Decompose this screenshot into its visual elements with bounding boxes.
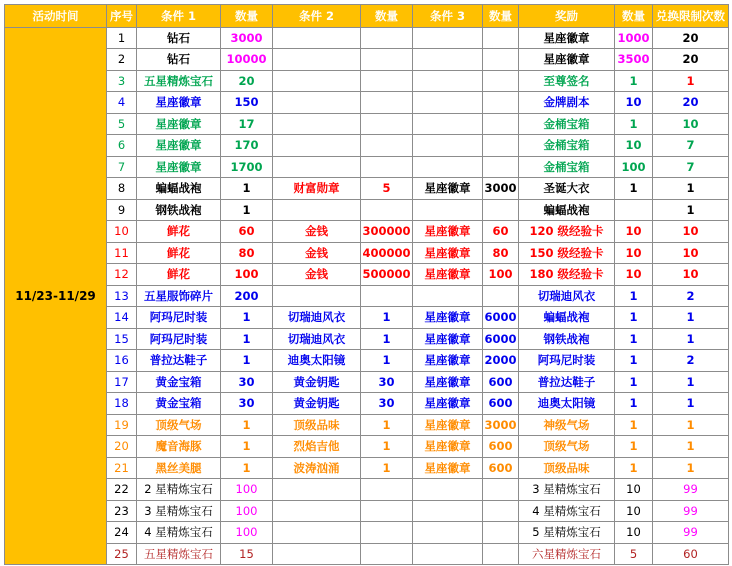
index-cell: 1 xyxy=(107,27,137,49)
reward-cell: 阿玛尼时装 xyxy=(519,350,615,372)
exchange-limit-cell: 60 xyxy=(653,543,729,565)
header-index: 序号 xyxy=(107,5,137,28)
quantity-2-cell: 1 xyxy=(361,328,413,350)
quantity-1-cell: 10000 xyxy=(221,49,273,71)
table-row xyxy=(5,135,729,157)
reward-cell: 圣诞大衣 xyxy=(519,178,615,200)
exchange-table xyxy=(4,4,729,565)
table-body xyxy=(5,27,729,565)
exchange-limit-cell: 10 xyxy=(653,242,729,264)
condition-1-cell: 星座徽章 xyxy=(137,156,221,178)
quantity-3-cell: 3000 xyxy=(483,178,519,200)
condition-3-cell: 星座徽章 xyxy=(413,371,483,393)
quantity-3-cell xyxy=(483,49,519,71)
exchange-limit-cell: 2 xyxy=(653,285,729,307)
reward-quantity-cell: 10 xyxy=(615,92,653,114)
exchange-limit-cell: 1 xyxy=(653,371,729,393)
header-reward: 奖励 xyxy=(519,5,615,28)
quantity-3-cell xyxy=(483,27,519,49)
quantity-3-cell: 6000 xyxy=(483,328,519,350)
reward-cell: 星座徽章 xyxy=(519,49,615,71)
table-row xyxy=(5,543,729,565)
quantity-2-cell xyxy=(361,500,413,522)
condition-3-cell xyxy=(413,285,483,307)
table-row xyxy=(5,242,729,264)
condition-1-cell: 2 星精炼宝石 xyxy=(137,479,221,501)
reward-quantity-cell: 1 xyxy=(615,350,653,372)
index-cell: 6 xyxy=(107,135,137,157)
quantity-2-cell xyxy=(361,156,413,178)
index-cell: 15 xyxy=(107,328,137,350)
condition-2-cell xyxy=(273,156,361,178)
condition-3-cell xyxy=(413,92,483,114)
quantity-1-cell: 1 xyxy=(221,457,273,479)
quantity-3-cell xyxy=(483,70,519,92)
condition-1-cell: 4 星精炼宝石 xyxy=(137,522,221,544)
reward-cell: 顶级气场 xyxy=(519,436,615,458)
condition-3-cell xyxy=(413,135,483,157)
header-reward-quantity: 数量 xyxy=(615,5,653,28)
condition-3-cell xyxy=(413,543,483,565)
condition-3-cell xyxy=(413,27,483,49)
index-cell: 10 xyxy=(107,221,137,243)
index-cell: 16 xyxy=(107,350,137,372)
exchange-limit-cell: 10 xyxy=(653,264,729,286)
quantity-1-cell: 100 xyxy=(221,264,273,286)
condition-1-cell: 3 星精炼宝石 xyxy=(137,500,221,522)
quantity-3-cell: 3000 xyxy=(483,414,519,436)
reward-quantity-cell: 1 xyxy=(615,70,653,92)
exchange-limit-cell: 1 xyxy=(653,436,729,458)
reward-quantity-cell: 1 xyxy=(615,285,653,307)
table-row xyxy=(5,49,729,71)
quantity-3-cell: 80 xyxy=(483,242,519,264)
header-condition-3: 条件 3 xyxy=(413,5,483,28)
quantity-2-cell xyxy=(361,27,413,49)
condition-1-cell: 鲜花 xyxy=(137,264,221,286)
exchange-limit-cell: 10 xyxy=(653,221,729,243)
quantity-1-cell: 200 xyxy=(221,285,273,307)
quantity-2-cell: 1 xyxy=(361,414,413,436)
condition-1-cell: 五星服饰碎片 xyxy=(137,285,221,307)
table-row xyxy=(5,436,729,458)
condition-3-cell: 星座徽章 xyxy=(413,414,483,436)
condition-2-cell xyxy=(273,92,361,114)
exchange-limit-cell: 99 xyxy=(653,500,729,522)
quantity-2-cell: 1 xyxy=(361,307,413,329)
quantity-2-cell xyxy=(361,49,413,71)
header-quantity-1: 数量 xyxy=(221,5,273,28)
condition-1-cell: 普拉达鞋子 xyxy=(137,350,221,372)
quantity-2-cell: 1 xyxy=(361,436,413,458)
condition-3-cell: 星座徽章 xyxy=(413,457,483,479)
quantity-1-cell: 100 xyxy=(221,522,273,544)
table-row xyxy=(5,199,729,221)
reward-cell: 至尊签名 xyxy=(519,70,615,92)
quantity-1-cell: 1 xyxy=(221,414,273,436)
exchange-limit-cell: 1 xyxy=(653,457,729,479)
table-row xyxy=(5,113,729,135)
condition-2-cell: 金钱 xyxy=(273,264,361,286)
reward-cell: 150 级经验卡 xyxy=(519,242,615,264)
quantity-1-cell: 20 xyxy=(221,70,273,92)
exchange-limit-cell: 7 xyxy=(653,156,729,178)
condition-1-cell: 黄金宝箱 xyxy=(137,393,221,415)
reward-cell: 星座徽章 xyxy=(519,27,615,49)
quantity-2-cell: 5 xyxy=(361,178,413,200)
quantity-3-cell xyxy=(483,543,519,565)
quantity-3-cell: 2000 xyxy=(483,350,519,372)
condition-3-cell: 星座徽章 xyxy=(413,436,483,458)
quantity-2-cell xyxy=(361,479,413,501)
condition-3-cell xyxy=(413,522,483,544)
quantity-3-cell: 600 xyxy=(483,393,519,415)
condition-3-cell: 星座徽章 xyxy=(413,221,483,243)
quantity-2-cell: 300000 xyxy=(361,221,413,243)
condition-2-cell xyxy=(273,199,361,221)
quantity-2-cell xyxy=(361,199,413,221)
table-row xyxy=(5,479,729,501)
header-quantity-2: 数量 xyxy=(361,5,413,28)
condition-1-cell: 黄金宝箱 xyxy=(137,371,221,393)
condition-3-cell: 星座徽章 xyxy=(413,350,483,372)
exchange-limit-cell: 10 xyxy=(653,113,729,135)
reward-cell: 180 级经验卡 xyxy=(519,264,615,286)
exchange-limit-cell: 99 xyxy=(653,522,729,544)
quantity-1-cell: 1700 xyxy=(221,156,273,178)
condition-2-cell: 黄金钥匙 xyxy=(273,393,361,415)
condition-2-cell xyxy=(273,285,361,307)
quantity-3-cell xyxy=(483,500,519,522)
index-cell: 20 xyxy=(107,436,137,458)
index-cell: 22 xyxy=(107,479,137,501)
condition-2-cell xyxy=(273,27,361,49)
reward-quantity-cell: 1 xyxy=(615,328,653,350)
exchange-limit-cell: 1 xyxy=(653,70,729,92)
quantity-3-cell: 60 xyxy=(483,221,519,243)
index-cell: 8 xyxy=(107,178,137,200)
index-cell: 11 xyxy=(107,242,137,264)
condition-1-cell: 阿玛尼时装 xyxy=(137,307,221,329)
table-row xyxy=(5,457,729,479)
condition-3-cell: 星座徽章 xyxy=(413,242,483,264)
reward-cell: 普拉达鞋子 xyxy=(519,371,615,393)
quantity-1-cell: 15 xyxy=(221,543,273,565)
condition-3-cell: 星座徽章 xyxy=(413,307,483,329)
exchange-limit-cell: 1 xyxy=(653,307,729,329)
reward-cell: 顶级品味 xyxy=(519,457,615,479)
reward-quantity-cell: 1 xyxy=(615,113,653,135)
condition-1-cell: 顶级气场 xyxy=(137,414,221,436)
index-cell: 9 xyxy=(107,199,137,221)
reward-quantity-cell: 5 xyxy=(615,543,653,565)
reward-quantity-cell: 1 xyxy=(615,457,653,479)
reward-cell: 切瑞迪风衣 xyxy=(519,285,615,307)
quantity-1-cell: 170 xyxy=(221,135,273,157)
reward-quantity-cell: 10 xyxy=(615,522,653,544)
condition-2-cell xyxy=(273,135,361,157)
reward-cell: 钢铁战袍 xyxy=(519,328,615,350)
quantity-2-cell: 1 xyxy=(361,350,413,372)
header-quantity-3: 数量 xyxy=(483,5,519,28)
exchange-limit-cell: 7 xyxy=(653,135,729,157)
condition-2-cell: 烈焰吉他 xyxy=(273,436,361,458)
condition-1-cell: 钻石 xyxy=(137,49,221,71)
exchange-limit-cell: 2 xyxy=(653,350,729,372)
condition-1-cell: 阿玛尼时装 xyxy=(137,328,221,350)
quantity-3-cell xyxy=(483,285,519,307)
condition-2-cell xyxy=(273,543,361,565)
index-cell: 24 xyxy=(107,522,137,544)
condition-1-cell: 钢铁战袍 xyxy=(137,199,221,221)
reward-quantity-cell: 1 xyxy=(615,393,653,415)
reward-cell: 3 星精炼宝石 xyxy=(519,479,615,501)
exchange-limit-cell: 99 xyxy=(653,479,729,501)
reward-cell: 金桶宝箱 xyxy=(519,113,615,135)
condition-2-cell xyxy=(273,49,361,71)
condition-1-cell: 星座徽章 xyxy=(137,92,221,114)
quantity-2-cell: 400000 xyxy=(361,242,413,264)
condition-2-cell: 迪奥太阳镜 xyxy=(273,350,361,372)
index-cell: 14 xyxy=(107,307,137,329)
reward-cell: 120 级经验卡 xyxy=(519,221,615,243)
quantity-2-cell: 500000 xyxy=(361,264,413,286)
reward-quantity-cell: 100 xyxy=(615,156,653,178)
condition-2-cell: 切瑞迪风衣 xyxy=(273,307,361,329)
condition-3-cell: 星座徽章 xyxy=(413,264,483,286)
condition-3-cell xyxy=(413,156,483,178)
index-cell: 21 xyxy=(107,457,137,479)
quantity-2-cell xyxy=(361,70,413,92)
index-cell: 3 xyxy=(107,70,137,92)
quantity-1-cell: 1 xyxy=(221,178,273,200)
index-cell: 5 xyxy=(107,113,137,135)
condition-3-cell xyxy=(413,479,483,501)
reward-quantity-cell: 1 xyxy=(615,414,653,436)
condition-2-cell: 财富勋章 xyxy=(273,178,361,200)
table-row xyxy=(5,328,729,350)
table-row xyxy=(5,414,729,436)
quantity-1-cell: 17 xyxy=(221,113,273,135)
table-row xyxy=(5,156,729,178)
quantity-1-cell: 60 xyxy=(221,221,273,243)
exchange-limit-cell: 1 xyxy=(653,328,729,350)
condition-3-cell xyxy=(413,49,483,71)
condition-1-cell: 五星精炼宝石 xyxy=(137,543,221,565)
condition-2-cell xyxy=(273,113,361,135)
reward-quantity-cell: 1000 xyxy=(615,27,653,49)
table-row xyxy=(5,264,729,286)
reward-quantity-cell: 1 xyxy=(615,178,653,200)
reward-quantity-cell: 10 xyxy=(615,221,653,243)
table-row xyxy=(5,27,729,49)
table-row xyxy=(5,500,729,522)
condition-1-cell: 魔音海豚 xyxy=(137,436,221,458)
quantity-2-cell xyxy=(361,285,413,307)
reward-cell: 5 星精炼宝石 xyxy=(519,522,615,544)
quantity-1-cell: 1 xyxy=(221,328,273,350)
reward-quantity-cell xyxy=(615,199,653,221)
quantity-2-cell xyxy=(361,543,413,565)
quantity-1-cell: 150 xyxy=(221,92,273,114)
index-cell: 19 xyxy=(107,414,137,436)
condition-1-cell: 星座徽章 xyxy=(137,135,221,157)
quantity-3-cell xyxy=(483,522,519,544)
quantity-3-cell: 6000 xyxy=(483,307,519,329)
header-condition-1: 条件 1 xyxy=(137,5,221,28)
table-row xyxy=(5,285,729,307)
exchange-limit-cell: 20 xyxy=(653,92,729,114)
index-cell: 25 xyxy=(107,543,137,565)
condition-2-cell: 金钱 xyxy=(273,242,361,264)
quantity-1-cell: 3000 xyxy=(221,27,273,49)
index-cell: 4 xyxy=(107,92,137,114)
quantity-3-cell xyxy=(483,479,519,501)
table-row xyxy=(5,522,729,544)
table-row xyxy=(5,307,729,329)
header-activity-time: 活动时间 xyxy=(5,5,107,28)
exchange-limit-cell: 1 xyxy=(653,199,729,221)
quantity-2-cell: 30 xyxy=(361,393,413,415)
condition-1-cell: 鲜花 xyxy=(137,242,221,264)
condition-1-cell: 五星精炼宝石 xyxy=(137,70,221,92)
quantity-2-cell xyxy=(361,522,413,544)
exchange-limit-cell: 1 xyxy=(653,178,729,200)
reward-quantity-cell: 10 xyxy=(615,135,653,157)
table-row xyxy=(5,178,729,200)
reward-cell: 蝙蝠战袍 xyxy=(519,307,615,329)
quantity-2-cell: 1 xyxy=(361,457,413,479)
condition-1-cell: 鲜花 xyxy=(137,221,221,243)
condition-3-cell: 星座徽章 xyxy=(413,328,483,350)
quantity-1-cell: 80 xyxy=(221,242,273,264)
exchange-limit-cell: 20 xyxy=(653,49,729,71)
condition-3-cell xyxy=(413,70,483,92)
reward-cell: 金牌剧本 xyxy=(519,92,615,114)
quantity-1-cell: 100 xyxy=(221,479,273,501)
table-row xyxy=(5,70,729,92)
reward-quantity-cell: 10 xyxy=(615,242,653,264)
quantity-3-cell xyxy=(483,135,519,157)
quantity-2-cell xyxy=(361,135,413,157)
quantity-1-cell: 1 xyxy=(221,436,273,458)
condition-1-cell: 蝙蝠战袍 xyxy=(137,178,221,200)
quantity-3-cell xyxy=(483,92,519,114)
condition-2-cell: 波涛汹涌 xyxy=(273,457,361,479)
quantity-1-cell: 30 xyxy=(221,371,273,393)
table-row xyxy=(5,221,729,243)
quantity-3-cell: 600 xyxy=(483,457,519,479)
table-row xyxy=(5,350,729,372)
reward-cell: 神级气场 xyxy=(519,414,615,436)
reward-cell: 金桶宝箱 xyxy=(519,156,615,178)
index-cell: 23 xyxy=(107,500,137,522)
header-condition-2: 条件 2 xyxy=(273,5,361,28)
reward-quantity-cell: 10 xyxy=(615,264,653,286)
quantity-3-cell xyxy=(483,156,519,178)
condition-2-cell: 黄金钥匙 xyxy=(273,371,361,393)
table-row xyxy=(5,92,729,114)
reward-quantity-cell: 1 xyxy=(615,307,653,329)
condition-1-cell: 黑丝美腿 xyxy=(137,457,221,479)
table-row xyxy=(5,393,729,415)
condition-2-cell: 金钱 xyxy=(273,221,361,243)
quantity-3-cell xyxy=(483,199,519,221)
condition-3-cell: 星座徽章 xyxy=(413,393,483,415)
quantity-2-cell: 30 xyxy=(361,371,413,393)
index-cell: 12 xyxy=(107,264,137,286)
condition-2-cell xyxy=(273,522,361,544)
condition-2-cell xyxy=(273,70,361,92)
reward-cell: 六星精炼宝石 xyxy=(519,543,615,565)
table-row xyxy=(5,371,729,393)
condition-3-cell: 星座徽章 xyxy=(413,178,483,200)
reward-quantity-cell: 10 xyxy=(615,479,653,501)
activity-period-cell: 11/23-11/29 xyxy=(5,27,107,565)
reward-quantity-cell: 10 xyxy=(615,500,653,522)
condition-2-cell: 顶级品味 xyxy=(273,414,361,436)
reward-cell: 迪奥太阳镜 xyxy=(519,393,615,415)
index-cell: 7 xyxy=(107,156,137,178)
quantity-2-cell xyxy=(361,113,413,135)
reward-quantity-cell: 3500 xyxy=(615,49,653,71)
exchange-limit-cell: 1 xyxy=(653,414,729,436)
condition-3-cell xyxy=(413,113,483,135)
quantity-3-cell: 600 xyxy=(483,436,519,458)
reward-quantity-cell: 1 xyxy=(615,371,653,393)
condition-3-cell xyxy=(413,500,483,522)
header-row xyxy=(5,5,729,28)
quantity-3-cell: 100 xyxy=(483,264,519,286)
reward-cell: 蝙蝠战袍 xyxy=(519,199,615,221)
quantity-3-cell xyxy=(483,113,519,135)
quantity-1-cell: 100 xyxy=(221,500,273,522)
reward-cell: 4 星精炼宝石 xyxy=(519,500,615,522)
exchange-limit-cell: 20 xyxy=(653,27,729,49)
condition-2-cell xyxy=(273,479,361,501)
condition-3-cell xyxy=(413,199,483,221)
reward-quantity-cell: 1 xyxy=(615,436,653,458)
condition-1-cell: 钻石 xyxy=(137,27,221,49)
header-exchange-limit: 兑换限制次数 xyxy=(653,5,729,28)
quantity-1-cell: 1 xyxy=(221,350,273,372)
index-cell: 17 xyxy=(107,371,137,393)
condition-2-cell xyxy=(273,500,361,522)
quantity-1-cell: 30 xyxy=(221,393,273,415)
exchange-limit-cell: 1 xyxy=(653,393,729,415)
condition-1-cell: 星座徽章 xyxy=(137,113,221,135)
condition-2-cell: 切瑞迪风衣 xyxy=(273,328,361,350)
index-cell: 18 xyxy=(107,393,137,415)
quantity-3-cell: 600 xyxy=(483,371,519,393)
quantity-1-cell: 1 xyxy=(221,307,273,329)
index-cell: 13 xyxy=(107,285,137,307)
index-cell: 2 xyxy=(107,49,137,71)
quantity-1-cell: 1 xyxy=(221,199,273,221)
quantity-2-cell xyxy=(361,92,413,114)
reward-cell: 金桶宝箱 xyxy=(519,135,615,157)
